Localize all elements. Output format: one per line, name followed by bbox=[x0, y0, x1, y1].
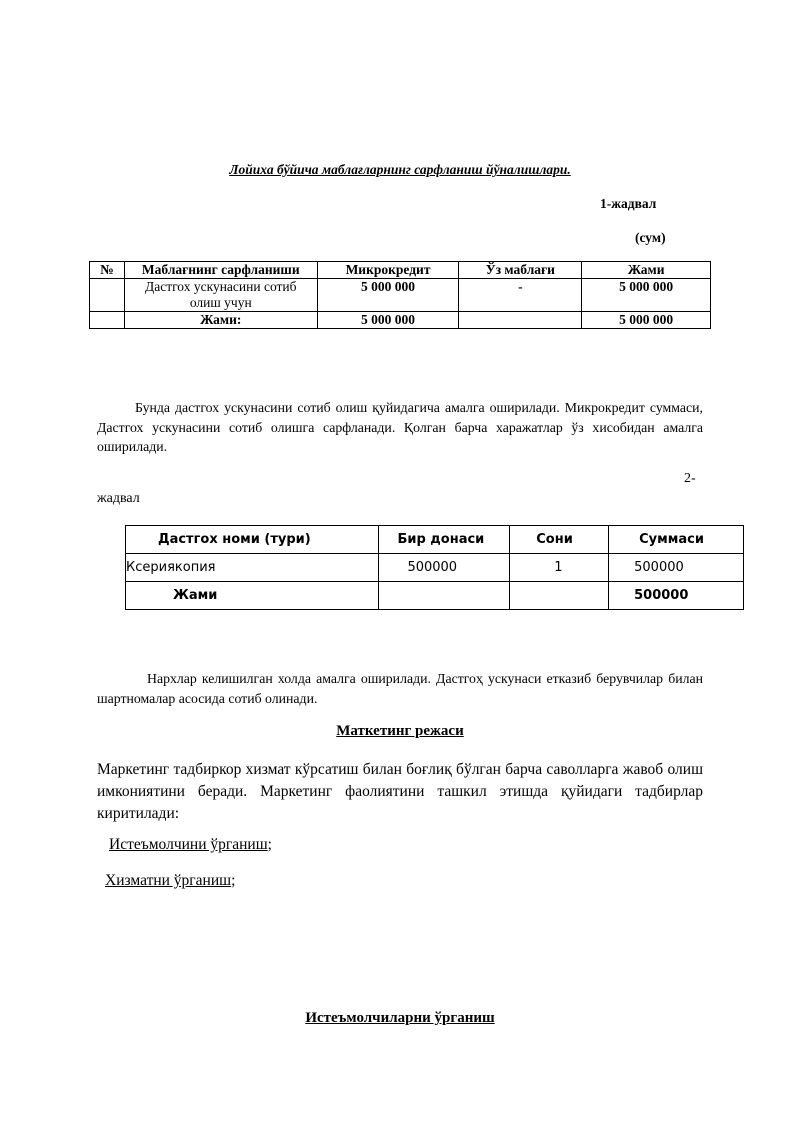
table-total-row bbox=[90, 312, 711, 329]
table1-caption: 1-жадвал bbox=[600, 196, 657, 211]
table-header-row bbox=[90, 262, 711, 279]
own-cell: - bbox=[459, 279, 582, 312]
page-title: Лойиха бўйича маблағларнинг сарфланиш йўналишлари. bbox=[229, 162, 571, 177]
header-cell: Ўз маблағи bbox=[459, 262, 582, 279]
consumers-heading: Истеъмолчиларни ўрганиш bbox=[305, 1010, 495, 1026]
table2-caption-word: жадвал bbox=[97, 491, 140, 506]
micro-cell: 5 000 000 bbox=[317, 279, 459, 312]
paragraph-2: Нархлар келишилган холда амалга оширилади. Дастгоҳ ускунаси етказиб берувчилар билан шартномалар асосида сотиб олинади. bbox=[97, 671, 703, 706]
table-cell bbox=[510, 582, 609, 610]
funding-table bbox=[89, 261, 711, 329]
header-cell: Бир донаси bbox=[379, 526, 510, 554]
price-cell: 500000 bbox=[379, 554, 510, 582]
table-cell bbox=[90, 279, 125, 312]
paragraph-1: Бунда дастгох ускунасини сотиб олиш қуйидагича амалга оширилади. Микрокредит суммаси, Дастгох ускунасини сотиб олишга сарфланади. Қолган барча харажатлар ўз хисобидан амалга оширилади. bbox=[97, 400, 703, 454]
marketing-heading: Маткетинг режаси bbox=[336, 723, 464, 739]
table2-caption-number: 2- bbox=[684, 471, 696, 486]
header-cell: № bbox=[90, 262, 125, 279]
total-label-cell: Жами bbox=[126, 582, 379, 610]
table-header-row bbox=[126, 526, 744, 554]
table-cell bbox=[459, 312, 582, 329]
table-row bbox=[126, 554, 744, 582]
name-cell: Ксериякопия bbox=[126, 554, 379, 582]
header-cell: Дастгох номи (тури) bbox=[126, 526, 379, 554]
table-cell bbox=[379, 582, 510, 610]
total-sum-cell: 500000 bbox=[609, 582, 744, 610]
header-cell: Суммаси bbox=[609, 526, 744, 554]
table1-unit: (сум) bbox=[635, 230, 666, 245]
micro-total-cell: 5 000 000 bbox=[317, 312, 459, 329]
sum-cell: 500000 bbox=[609, 554, 744, 582]
header-cell: Сони bbox=[510, 526, 609, 554]
table-row bbox=[90, 279, 711, 312]
paragraph-3: Маркетинг тадбиркор хизмат кўрсатиш билан боғлиқ бўлган барча саволларга жавоб олиш имкониятини беради. Маркетинг фаолиятини ташкил этишда қуйидаги тадбирлар киритилади: bbox=[97, 761, 703, 822]
list-item: Истеъмолчини ўрганиш; bbox=[109, 836, 272, 853]
header-cell: Жами bbox=[582, 262, 711, 279]
item-cell: Дастгох ускунасини сотиб олиш учун bbox=[124, 279, 317, 312]
grand-total-cell: 5 000 000 bbox=[582, 312, 711, 329]
total-label-cell: Жами: bbox=[124, 312, 317, 329]
list-item: Хизматни ўрганиш; bbox=[105, 872, 236, 889]
total-cell: 5 000 000 bbox=[582, 279, 711, 312]
header-cell: Маблағнинг сарфланиши bbox=[124, 262, 317, 279]
table-total-row bbox=[126, 582, 744, 610]
header-cell: Микрокредит bbox=[317, 262, 459, 279]
equipment-table bbox=[125, 525, 744, 610]
qty-cell: 1 bbox=[510, 554, 609, 582]
table-cell bbox=[90, 312, 125, 329]
